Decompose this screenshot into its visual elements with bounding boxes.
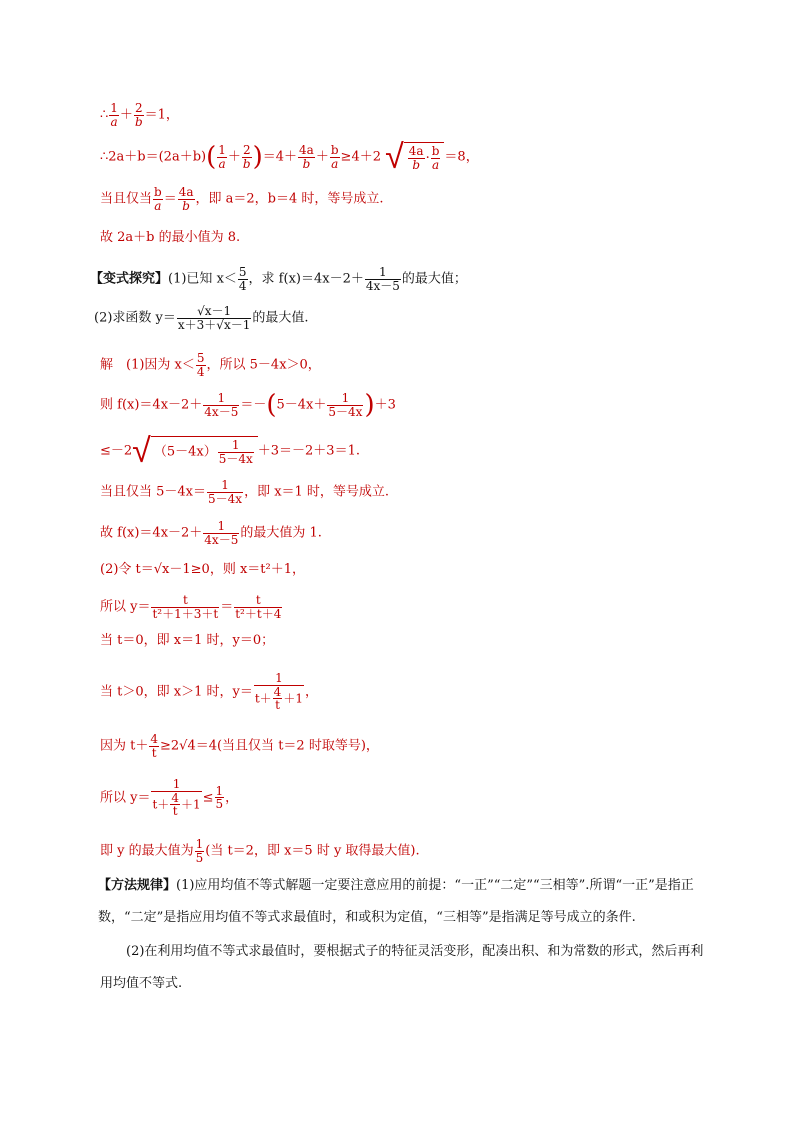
fraction-5-over-4: $\frac{5}{4}$ [238, 265, 247, 293]
sqrt-radicand: $\frac{4a}{b}$ · $\frac{b}{a}$ [404, 142, 445, 171]
fraction-1-over-5-4x: $\frac{1}{5-4x}$ [328, 391, 363, 419]
line-13: 所以 y＝ $\frac{t}{\text{t²＋1＋3＋t}}$ ＝ $\frac{t}{\text{t²＋t＋4}}$ [100, 593, 282, 621]
fraction-1-over-4x-5: $\frac{1}{4x-5}$ [365, 265, 400, 293]
fraction-1-over-5: $\frac{1}{5}$ [195, 837, 204, 865]
fraction-1-over-t-plus: 1 t＋ $\frac{4}{t}$ ＋1 [254, 671, 303, 713]
line-14: 当 t＝0，即 x＝1 时，y＝0； [100, 633, 275, 648]
sqrt-radicand: （5－4x） $\frac{1}{5-4x}$ [151, 436, 258, 465]
fraction-t-over-den2: $\frac{t}{\text{t²＋t＋4}}$ [235, 593, 282, 621]
fraction-1-over-a: $\frac{1}{a}$ [110, 101, 118, 129]
line-7: 解 (1)因为 x＜ $\frac{5}{4}$ ，所以 5－4x＞0， [100, 351, 321, 379]
fraction-b-over-a: $\frac{b}{a}$ [330, 142, 339, 171]
line-8: 则 f(x)＝4x－2＋ $\frac{1}{4x-5}$ ＝－(5－4x＋ $\frac{1}{5-4x}$ )＋3 [100, 390, 396, 421]
method-paragraph-1 [98, 870, 714, 934]
fraction-4a-over-b: $\frac{4a}{b}$ [299, 142, 314, 171]
line-6: (2)求函数 y＝ $\frac{√x-1}{x+3+√x-1}$ 的最大值. [94, 304, 309, 332]
fraction-2-over-b: $\frac{2}{b}$ [134, 101, 143, 129]
method-paragraph-2: (2)在利用均值不等式求最值时，要根据式子的特征灵活变形，配凑出积、和为常数的形式，然后再利用均值不等式. [100, 944, 704, 991]
fraction-1-over-t-plus: 1 t＋ $\frac{4}{t}$ ＋1 [152, 777, 201, 819]
fraction-t-over-den1: $\frac{t}{\text{t²＋1＋3＋t}}$ [152, 593, 219, 621]
line-12: (2)令 t＝√x－1≥0，则 x＝t²＋1， [100, 562, 305, 577]
line-3: 当且仅当 $\frac{b}{a}$ ＝ $\frac{4a}{b}$ ，即 a＝2，b＝4 时，等号成立. [100, 185, 384, 213]
fraction-5-over-4: $\frac{5}{4}$ [196, 351, 205, 379]
fraction-4-over-t: $\frac{4}{t}$ [150, 732, 158, 760]
fraction-b-over-a: $\frac{b}{a}$ [154, 185, 162, 213]
line-2: ∴2a＋b＝(2a＋b)( $\frac{1}{a}$ ＋ $\frac{2}{b}$ )＝4＋ $\frac{4a}{b}$ ＋ $\frac{b}{a}$ ≥4＋2 √ $\frac{4a}{b}$ · $\frac{b}{a}$ ＝8， [100, 137, 479, 177]
fraction-1-over-5-4x: $\frac{1}{5-4x}$ [208, 478, 243, 506]
method-text-1: (1)应用均值不等式解题一定要注意应用的前提：“一正”“二定”“三相等”.所谓“一正”是指正数，“二定”是指应用均值不等式求最值时，和或积为定值，“三相等”是指满足等号成立的条件. [98, 878, 694, 925]
fraction-1-over-5: $\frac{1}{5}$ [215, 783, 224, 812]
line-1: ∴ $\frac{1}{a}$ ＋ $\frac{2}{b}$ ＝1， [100, 101, 179, 129]
method-heading: 【方法规律】 [98, 878, 177, 893]
sqrt-sign: √ [132, 431, 151, 471]
line-18: 即 y 的最大值为 $\frac{1}{5}$ (当 t＝2，即 x＝5 时 y 取得最大值). [100, 837, 420, 865]
line-16: 因为 t＋ $\frac{4}{t}$ ≥2√4＝4(当且仅当 t＝2 时取等号)， [100, 732, 379, 760]
line-9: ≤－2√ （5－4x） $\frac{1}{5-4x}$ ＋3＝－2＋3＝1. [100, 431, 360, 471]
sqrt-sign: √ [385, 137, 404, 177]
line-5: 【变式探究】(1)已知 x＜ $\frac{5}{4}$ ，求 f(x)＝4x－2＋ $\frac{1}{4x-5}$ 的最大值； [90, 265, 467, 293]
fraction-4a-over-b: $\frac{4a}{b}$ [178, 185, 194, 213]
line-11: 故 f(x)＝4x－2＋ $\frac{1}{4x-5}$ 的最大值为 1. [100, 519, 322, 547]
line-4: 故 2a＋b 的最小值为 8. [100, 230, 241, 245]
fraction-2-over-b: $\frac{2}{b}$ [242, 142, 251, 171]
line-17: 所以 y＝ 1 t＋ $\frac{4}{t}$ ＋1 ≤ $\frac{1}{5}$ ， [100, 777, 239, 819]
line-10: 当且仅当 5－4x＝ $\frac{1}{5-4x}$ ，即 x＝1 时，等号成立. [100, 478, 390, 506]
fraction-1-over-a: $\frac{1}{a}$ [218, 142, 226, 171]
fraction-1-over-4x-5: $\frac{1}{4x-5}$ [204, 391, 239, 419]
fraction-1-over-4x-5: $\frac{1}{4x-5}$ [204, 519, 239, 547]
fraction-sqrt-function: $\frac{√x-1}{x+3+√x-1}$ [177, 304, 251, 332]
line-15: 当 t＞0，即 x＞1 时，y＝ 1 t＋ $\frac{4}{t}$ ＋1 ， [100, 671, 318, 713]
